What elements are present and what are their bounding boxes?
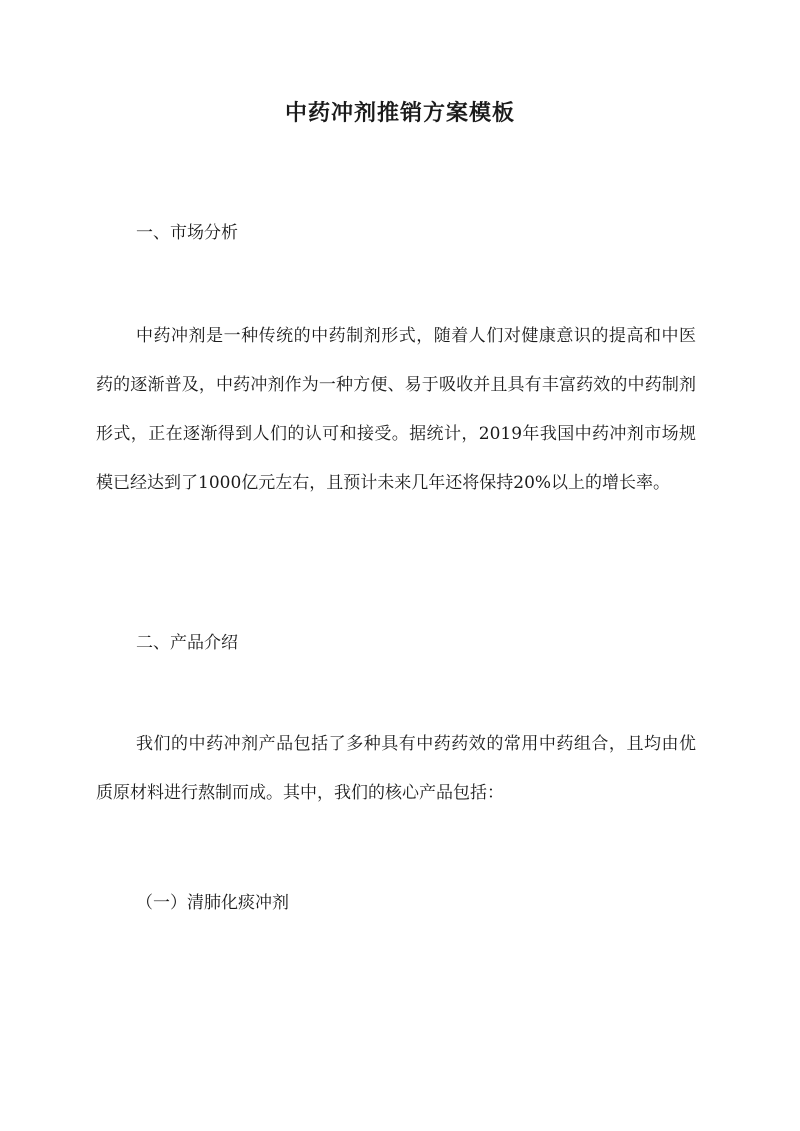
section-heading-market-analysis: 一、市场分析 [136,223,238,243]
paragraph-product-intro: 我们的中药冲剂产品包括了多种具有中药药效的常用中药组合，且均由优质原材料进行熬制而成。其中，我们的核心产品包括： [96,734,696,803]
subheading-product-1: （一）清肺化痰冲剂 [136,893,289,913]
section-heading-product-intro: 二、产品介绍 [136,633,238,653]
document-title: 中药冲剂推销方案模板 [284,100,515,126]
paragraph-market-analysis: 中药冲剂是一种传统的中药制剂形式，随着人们对健康意识的提高和中医药的逐渐普及，中药冲剂作为一种方便、易于吸收并且具有丰富药效的中药制剂形式，正在逐渐得到人们的认可和接受。据统计，2019年我国中药冲剂市场规模已经达到了1000亿元左右，且预计未来几年还将保持20%以上的增长率。 [96,326,696,493]
